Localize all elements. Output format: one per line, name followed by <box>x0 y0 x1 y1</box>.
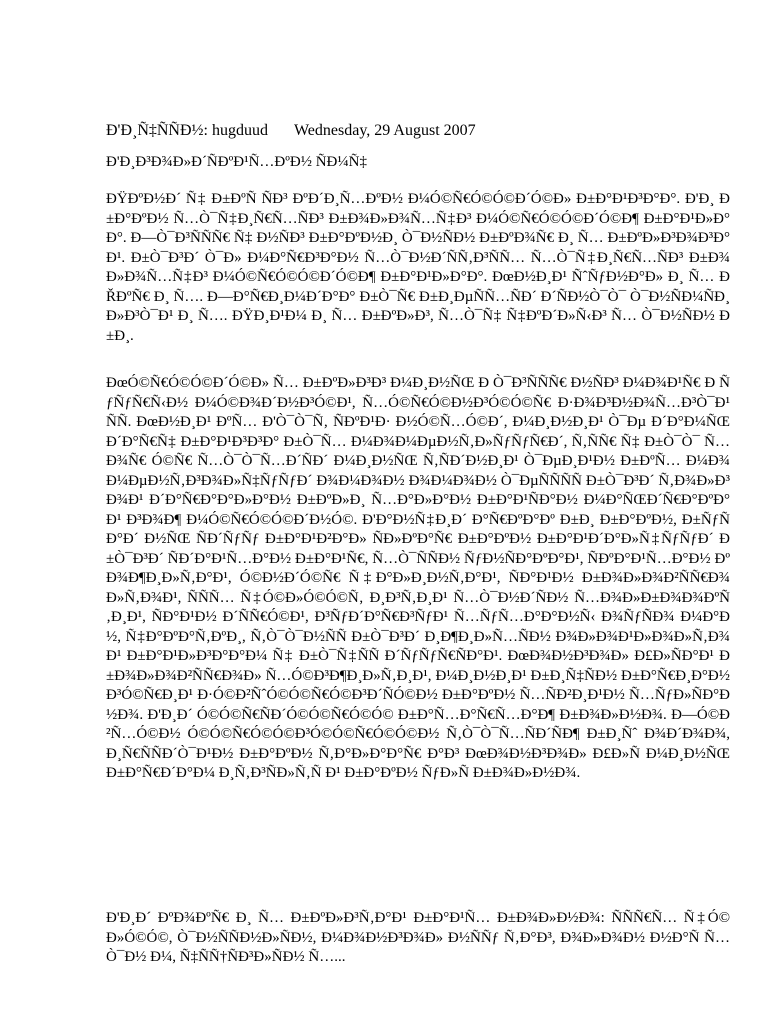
post-date: Wednesday, 29 August 2007 <box>293 122 476 139</box>
paragraph-3: Ð'Ð¸Ð´ ÐºÐ¾ÐºÑ€ Ð¸ Ñ… Ð±ÐºÐ»Ð³Ñ‚Ð°Ð¹ Ð±Ð°Ð¹Ñ… Ð±Ð¾Ð»Ð½Ð¾: ÑÑÑ€Ñ… Ñ‡Ó©Ð»Ó©Ó©, Ò¯Ð½ÑÑÐ½Ð»ÑÐ½, Ð¼Ð¾Ð½Ð³Ð¾Ð» Ð½ÑÑƒ Ñ‚Ð°Ð³, Ð¾Ð»Ð¾Ð½ Ð½Ð°Ñ Ñ…Ò¯Ð½ Ð¼, Ñ‡ÑÑ†ÑÐ³Ð»ÑÐ½ Ñ…... <box>106 910 730 965</box>
author-label: Ð'Ð¸Ñ‡ÑÑÐ½: <box>106 122 208 139</box>
author-name: hugduud <box>211 122 268 139</box>
paragraph-2: ÐœÓ©Ñ€Ó©Ó©Ð´Ó©Ð» Ñ… Ð±ÐºÐ»Ð³Ð³ Ð¼Ð¸Ð½ÑŒ Ð Ò¯Ð³ÑÑÑ€ Ð½ÑÐ³ Ð¼Ð¾Ð¹Ñ€ Ð ÑƒÑƒÑ€Ñ‹Ð½ Ð¼Ó©Ð¾Ð´Ð½Ð³Ó©Ð¹, Ñ…Ó©Ñ€Ó©Ð½Ð³Ó©Ó©Ñ€ Ð·Ð¾Ð³Ð½Ð¾Ñ…Ð³Ò¯Ð¹ ÑÑ. ÐœÐ½Ð¸Ð¹ ÐºÑ… Ð'Ò¯Ò¯Ñ‚ ÑÐºÐ¹Ð· Ð½Ó©Ñ…Ó©Ð´, Ð¼Ð¸Ð½Ð¸Ð¹ Ò¯Ðµ Ð´Ð°Ð¼ÑŒÐ´Ð°Ñ€Ñ‡ Ð±Ð°Ð¹Ð³Ð³Ð° Ð±Ò¯Ñ… Ð¼Ð¾Ð¼ÐµÐ½Ñ‚Ð»ÑƒÑƒÑ€Ð´, Ñ‚ÑÑ€ Ñ‡ Ð±Ò¯Ò¯ Ñ…Ð¾Ñ€ Ó©Ñ€ Ñ…Ò¯Ò¯Ñ…Ð´ÑÐ´ Ð¼Ð¸Ð½ÑŒ Ñ‚ÑÐ´Ð½Ð¸Ð¹ Ò¯ÐµÐ¸Ð¹Ð½ Ð±ÐºÑ… Ð¼Ð¾Ð¼ÐµÐ½Ñ‚Ð³Ð¾Ð»Ñ‡ÑƒÑƒÐ´ Ð¾Ð¼Ð¾Ð½ Ð¾Ð¼Ð¾Ð½ Ò¯ÐµÑÑÑÑ Ð±Ò¯Ð³Ð´ Ñ‚Ð¾Ð»Ð³Ð¾Ð¹ Ð´Ð°Ñ€Ð°Ð°Ð»Ð°Ð½ Ð±ÐºÐ»Ð¸ Ñ…Ð°Ð»Ð°Ð½ Ð±Ð°Ð¹ÑÐ°Ð½ Ð¼Ð°ÑŒÐ´Ñ€Ð°ÐºÐ°Ð¹ Ð³Ð¾Ð¶ Ð¼Ó©Ñ€Ó©Ó©Ð´Ð½Ó©. Ð'Ð°Ð½Ñ‡Ð¸Ð´ Ð°Ñ€ÐºÐ°Ðº Ð±Ð¸ Ð±Ð°ÐºÐ½, Ð±ÑƒÑÐ°Ð´ Ð½ÑŒ ÑÐ´ÑƒÑƒ Ð±Ð°Ð¹Ð²Ð°Ð» ÑÐ»ÐºÐ°Ñ€ Ð±Ð°ÐºÐ½ Ð±Ð°Ð¹Ð´Ð°Ð»Ñ‡ÑƒÑƒÐ´ Ð±Ò¯Ð³Ð´ ÑÐ´Ð°Ð¹Ñ…Ð°Ð½ Ð±Ð°Ð¹Ñ€, Ñ…Ò¯ÑÑÐ½ ÑƒÐ½ÑÐ°ÐºÐ°Ð¹, ÑÐºÐ°Ð¹Ñ…Ð°Ð½ ÐºÐ¾Ð¶Ð¸Ð»Ñ‚Ð°Ð¹, Ó©Ð½Ð´Ó©Ñ€ Ñ‡Ð°Ð»Ð¸Ð½Ñ‚Ð°Ð¹, ÑÐ°Ð¹Ð½ Ð±Ð¾Ð»Ð¾Ð²ÑÑ€Ð¾Ð»Ñ‚Ð¾Ð¹, ÑÑÑ… Ñ‡Ó©Ð»Ó©Ó©Ñ‚ Ð¸Ð³Ñ‚Ð¸Ð¹ Ñ…Ò¯Ð½Ð´ÑÐ½ Ñ…Ð¾Ð»Ð±Ð¾Ð¾ÐºÑ‚Ð¸Ð¹, ÑÐ°Ð¹Ð½ Ð´ÑÑ€Ó©Ð¹, Ð³ÑƒÐ´Ð°Ñ€Ð³ÑƒÐ¹ Ñ…ÑƒÑ…Ð°Ð°Ð½Ñ‹ Ð¾ÑƒÑÐ¾ Ð¼Ð°Ð½, Ñ‡Ð°ÐºÐ°Ñ‚ÐºÐ¸, Ñ‚Ò¯Ò¯Ð½ÑÑ Ð±Ò¯Ð³Ð´ Ð¸Ð¶Ð¸Ð»Ñ…ÑÐ½ Ð¾Ð»Ð¾Ð¹Ð»Ð¾Ð»Ñ‚Ð¾Ð¹ Ð±Ð°Ð¹Ð»Ð³Ð°Ð°Ð¼ Ñ‡ Ð±Ò¯Ñ‡ÑÑ Ð´ÑƒÑƒÑ€ÑÐ°Ð¹. ÐœÐ¾Ð½Ð³Ð¾Ð» Ð£Ð»ÑÐ°Ð¹ Ð±Ð¾Ð»Ð¾Ð²ÑÑ€Ð¾Ð» Ñ…Ó©Ð³Ð¶Ð¸Ð»Ñ‚Ð¸Ð¹, Ð¼Ð¸Ð½Ð¸Ð¹ Ð±Ð¸Ñ‡ÑÐ½ Ð±Ð°Ñ€Ð¸Ð°Ð½ Ð³Ó©Ñ€Ð¸Ð¹ Ð·Ó©Ð²ÑˆÓ©Ó©Ñ€Ó©Ð³Ð´ÑÓ©Ð½ Ð±Ð°ÐºÐ½ Ñ…ÑÐ²Ð¸Ð¹Ð½ Ñ…ÑƒÐ»ÑÐ°Ð½Ð¾. Ð'Ð¸Ð´ Ó©Ó©Ñ€ÑÐ´Ó©Ó©Ñ€Ó©Ó© Ð±Ð°Ñ…Ð°Ñ€Ñ…Ð°Ð¶ Ð±Ð¾Ð»Ð½Ð¾. Ð—Ó©Ð²Ñ…Ó©Ð½ Ó©Ó©Ñ€Ó©Ó©Ð³Ó©Ó©Ñ€Ó©Ó©Ð½ Ñ‚Ò¯Ò¯Ñ…ÑÐ´ÑÐ¶ Ð±Ð¸Ñˆ Ð¾Ð´Ð¾Ð¾, Ð¸Ñ€ÑÑÐ´Ò¯Ð¹Ð½ Ð±Ð°ÐºÐ½ Ñ‚Ð°Ð»Ð°Ð°Ñ€ Ð°Ð³ ÐœÐ¾Ð½Ð³Ð¾Ð» Ð£Ð»Ñ Ð¼Ð¸Ð½ÑŒ Ð±Ð°Ñ€Ð´Ð°Ð¼ Ð¸Ñ‚Ð³ÑÐ»Ñ‚Ñ Ð¹ Ð±Ð°ÐºÐ½ ÑƒÐ»Ñ Ð±Ð¾Ð»Ð½Ð¾. <box>106 375 730 781</box>
paragraph-1: ÐŸÐºÐ½Ð´ Ñ‡ Ð±ÐºÑ ÑÐ³ ÐºÐ´Ð¸Ñ…ÐºÐ½ Ð¼Ó©Ñ€Ó©Ó©Ð´Ó©Ð» Ð±Ð°Ð¹Ð³Ð°Ð°. Ð'Ð¸ Ð±Ð°ÐºÐ½ Ñ…Ò¯Ñ‡Ð¸Ñ€Ñ…ÑÐ³ Ð±Ð¾Ð»Ð¾Ñ…Ñ‡Ð³ Ð¼Ó©Ñ€Ó©Ó©Ð´Ó©Ð¶ Ð±Ð°Ð¹Ð»Ð°Ð°. Ð—Ò¯Ð³ÑÑÑ€ Ñ‡ Ð½ÑÐ³ Ð±Ð°ÐºÐ½Ð¸ Ò¯Ð½ÑÐ½ Ð±ÐºÐ¾Ñ€ Ð¸ Ñ… Ð±ÐºÐ»Ð³Ð¾Ð³Ð°Ð¹. Ð±Ò¯Ð³Ð´ Ò¯Ð» Ð¼Ð°Ñ€Ð³Ð°Ð½ Ñ…Ò¯Ð½Ð´ÑÑ‚Ð³ÑÑ… Ñ…Ò¯Ñ‡Ð¸Ñ€Ñ…ÑÐ³ Ð±Ð¾Ð»Ð¾Ñ…Ñ‡Ð³ Ð¼Ó©Ñ€Ó©Ó©Ð´Ó©Ð¶ Ð±Ð°Ð¹Ð»Ð°Ð°. ÐœÐ½Ð¸Ð¹ ÑˆÑƒÐ½Ð°Ð» Ð¸ Ñ… ÐŘÐºÑ€ Ð¸ Ñ…. Ð—Ð°Ñ€Ð¸Ð¼Ð´Ð°Ð° Ð±Ò¯Ñ€ Ð±Ð¸ÐµÑÑ…ÑÐ´ Ð´ÑÐ½Ò¯Ò¯ Ò¯Ð½ÑÐ¼ÑÐ¸Ð»Ð³Ò¯Ð¹ Ð¸ Ñ…. ÐŸÐ¸Ð¹Ð¼ Ð¸ Ñ… Ð±ÐºÐ»Ð³, Ñ…Ò¯Ñ‡ Ñ‡ÐºÐ´Ð»Ñ‹Ð³ Ñ… Ò¯Ð½ÑÐ½ Ð±Ð¸. <box>106 191 730 344</box>
post-header <box>106 122 476 140</box>
post-title: Ð'Ð¸Ð³Ð¾Ð»Ð´ÑÐºÐ¹Ñ…ÐºÐ½ ÑÐ¼Ñ‡ <box>106 154 367 170</box>
